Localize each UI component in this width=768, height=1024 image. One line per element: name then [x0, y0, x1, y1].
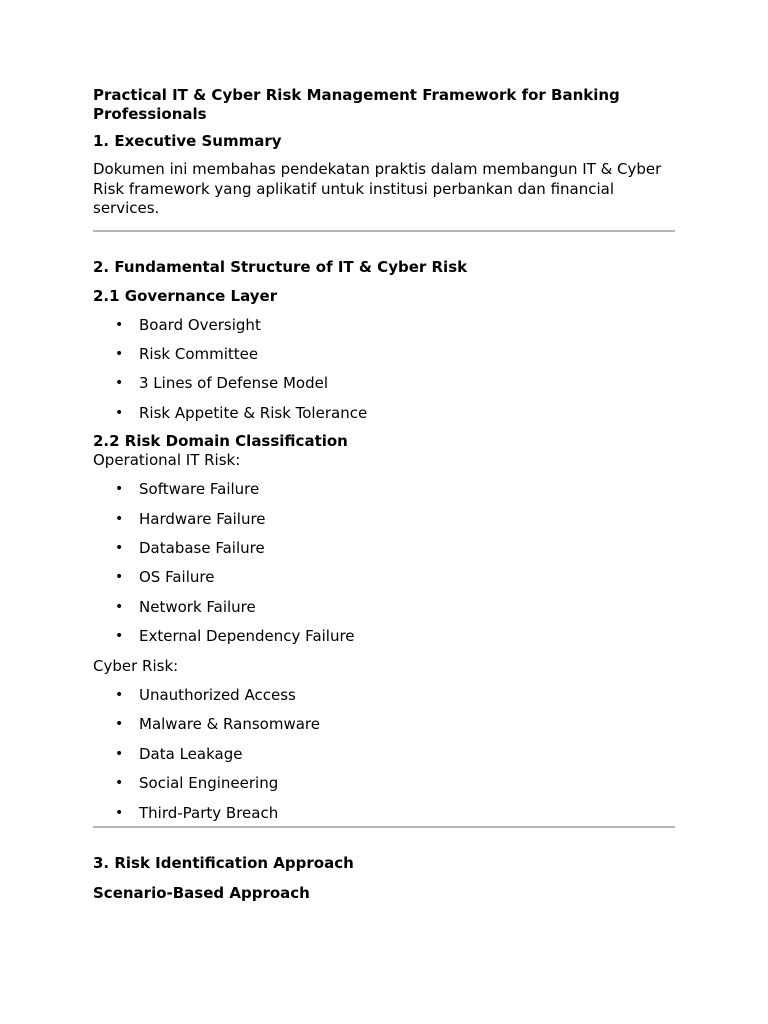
bullet-icon: •	[115, 481, 124, 498]
bullet-icon: •	[115, 628, 124, 645]
bullet-icon: •	[115, 716, 124, 733]
section-1-heading: 1. Executive Summary	[93, 132, 282, 150]
governance-list	[93, 316, 675, 426]
divider	[93, 230, 675, 232]
bullet-icon: •	[115, 404, 124, 421]
bullet-icon: •	[115, 804, 124, 821]
bullet-icon: •	[115, 687, 124, 704]
executive-summary-text: Dokumen ini membahas pendekatan praktis dalam membangun IT & Cyber Risk framework yang aplikatif untuk institusi perbankan dan financial services.	[93, 160, 662, 217]
list-item: • Board Oversight	[115, 315, 261, 334]
list-item: • Risk Committee	[115, 344, 259, 363]
bullet-icon: •	[115, 316, 124, 333]
document-title: Practical IT & Cyber Risk Management Framework for Banking Professionals	[93, 86, 620, 123]
section-2-heading: 2. Fundamental Structure of IT & Cyber Risk	[93, 257, 468, 276]
scenario-approach-heading: Scenario-Based Approach	[93, 883, 310, 902]
operational-risk-list	[93, 480, 675, 656]
document-content	[93, 86, 675, 903]
bullet-icon: •	[115, 598, 124, 615]
governance-layer-heading: 2.1 Governance Layer	[93, 286, 278, 305]
bullet-icon: •	[115, 375, 124, 392]
list-item: • Malware & Ransomware	[115, 715, 320, 734]
list-item: • 3 Lines of Defense Model	[115, 374, 329, 393]
list-item: • OS Failure	[115, 568, 215, 587]
section-3-heading: 3. Risk Identification Approach	[93, 853, 354, 872]
operational-risk-label: Operational IT Risk:	[93, 450, 241, 469]
divider	[93, 826, 675, 828]
bullet-icon: •	[115, 510, 124, 527]
cyber-risk-list	[93, 686, 675, 824]
list-item: • External Dependency Failure	[115, 627, 355, 646]
bullet-icon: •	[115, 345, 124, 362]
list-item: • Hardware Failure	[115, 509, 266, 528]
list-item: • Software Failure	[115, 480, 260, 499]
list-item: • Third-Party Breach	[115, 803, 279, 822]
bullet-icon: •	[115, 775, 124, 792]
cyber-risk-label: Cyber Risk:	[93, 656, 179, 675]
bullet-icon: •	[115, 569, 124, 586]
list-item: • Unauthorized Access	[115, 686, 296, 705]
list-item: • Network Failure	[115, 597, 256, 616]
list-item: • Social Engineering	[115, 774, 279, 793]
list-item: • Risk Appetite & Risk Tolerance	[115, 403, 368, 422]
list-item: • Data Leakage	[115, 744, 243, 763]
risk-domain-heading: 2.2 Risk Domain Classification	[93, 431, 348, 450]
list-item: • Database Failure	[115, 538, 265, 557]
bullet-icon: •	[115, 745, 124, 762]
bullet-icon: •	[115, 539, 124, 556]
